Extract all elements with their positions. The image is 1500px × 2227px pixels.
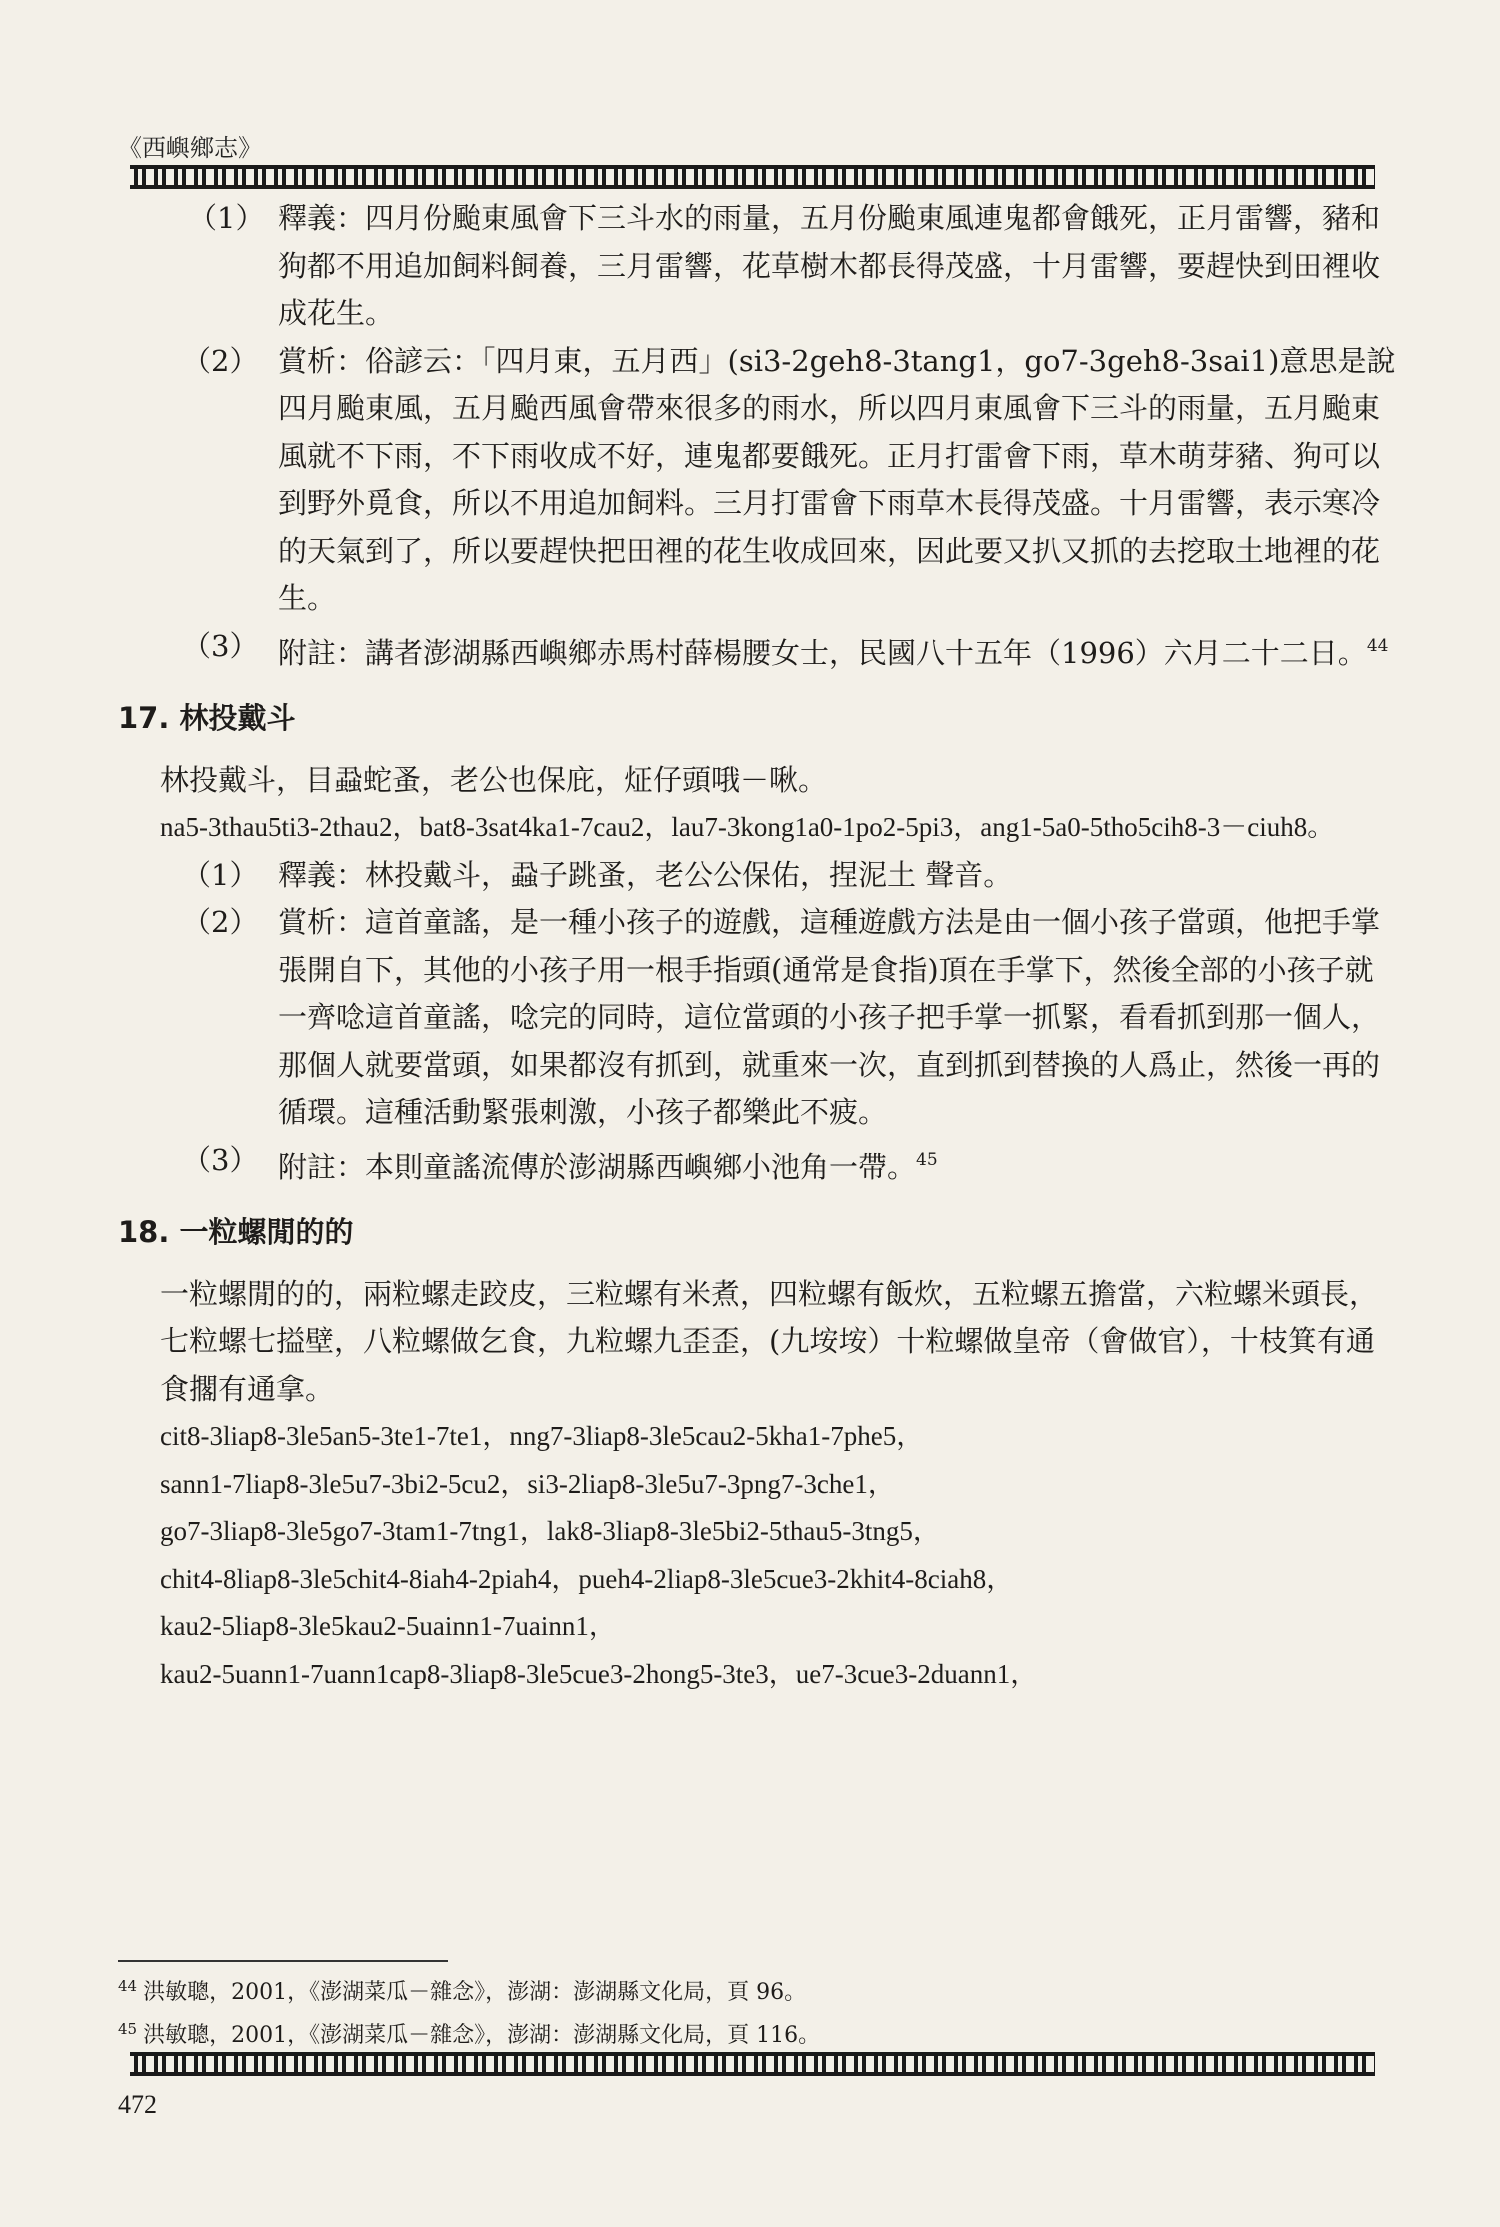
top-decorative-border: [130, 165, 1375, 189]
item-number: （2）: [182, 343, 259, 378]
item-text: 釋義：四月份颱東風會下三斗水的雨量，五月份颱東風連鬼都會餓死，正月雷響，豬和狗都不用追加飼料飼養，三月雷響，花草樹木都長得茂盛，十月雷響，要趕快到田裡收成花生。: [278, 201, 1381, 330]
footnote-text: 洪敏聰，2001，《澎湖菜瓜－雜念》，澎湖：澎湖縣文化局，頁 96。: [143, 1980, 807, 2005]
item-text: 賞析：這首童謠，是一種小孩子的遊戲，這種遊戲方法是由一個小孩子當頭，他把手掌張開自下，其他的小孩子用一根手指頭(通常是食指)頂在手掌下，然後全部的小孩子就一齊唸這首童謠，唸完的同時，這位當頭的小孩子把手掌一抓緊，看看抓到那一個人，那個人就要當頭，如果都沒有抓到，就重來一次，直到抓到替換的人爲止，然後一再的循環。這種活動緊張刺激，小孩子都樂此不疲。: [278, 905, 1381, 1129]
item-number: （3）: [182, 628, 259, 663]
running-header: 《西嶼鄉志》: [118, 134, 262, 162]
entry17-verse: 林投戴斗，目蝨蛇蚤，老公也保庇，炡仔頭哦－啾。: [160, 762, 828, 797]
entry18-romanization: [118, 1413, 1398, 1698]
entry17-note-1: [118, 852, 1398, 900]
footnote-divider: [118, 1960, 448, 1962]
item-text: 賞析：俗諺云：「四月東，五月西」(si3-2geh8-3tang1，go7-3geh8-3sai1)意思是說四月颱東風，五月颱西風會帶來很多的雨水，所以四月東風會下三斗的雨量，五月颱東風就不下雨，不下雨收成不好，連鬼都要餓死。正月打雷會下雨，草木萌芽豬、狗可以到野外覓食，所以不用追加飼料。三月打雷會下雨草木長得茂盛。十月雷響，表示寒冷的天氣到了，所以要趕快把田裡的花生收成回來，因此要又扒又抓的去挖取土地裡的花生。: [278, 343, 1396, 615]
item-text: 釋義：林投戴斗，蝨子跳蚤，老公公保佑，捏泥土 聲音。: [278, 857, 1013, 892]
footnote-ref-45[interactable]: 45: [916, 1149, 938, 1170]
item-number: （3）: [182, 1142, 259, 1177]
item-text: 附註：本則童謠流傳於澎湖縣西嶼鄉小池角一帶。: [278, 1149, 917, 1184]
romanization-line: chit4-8liap8-3le5chit4-8iah4-2piah4，pueh4-2liap8-3le5cue3-2khit4-8ciah8，: [160, 1563, 1014, 1594]
footnote-text: 洪敏聰，2001，《澎湖菜瓜－雜念》，澎湖：澎湖縣文化局，頁 116。: [143, 2023, 821, 2048]
item-number: （1）: [188, 201, 265, 235]
footnote-mark: 44: [118, 1977, 138, 1995]
romanization-line: kau2-5uann1-7uann1cap8-3liap8-3le5cue3-2hong5-3te3，ue7-3cue3-2duann1，: [160, 1658, 1038, 1689]
entry16-note-3: [118, 623, 1398, 678]
footnote-45: [118, 2011, 820, 2054]
footnote-mark: 45: [118, 2020, 138, 2038]
bottom-decorative-border: [130, 2052, 1375, 2076]
item-number: （1）: [182, 857, 259, 892]
entry17-heading: 17. 林投戴斗: [118, 701, 296, 735]
footnotes: [118, 1968, 820, 2054]
page-number: 472: [118, 2090, 157, 2119]
entry16-note-2: [118, 338, 1398, 623]
entry18-verse: 一粒螺閒的的，兩粒螺走跤皮，三粒螺有米煮，四粒螺有飯炊，五粒螺五擔當，六粒螺米頭長，七粒螺七搤壁，八粒螺做乞食，九粒螺九歪歪，(九垵垵）十粒螺做皇帝（會做官），十枝箕有通食擱有通拿。: [160, 1276, 1379, 1406]
romanization-line: go7-3liap8-3le5go7-3tam1-7tng1，lak8-3liap8-3le5bi2-5thau5-3tng5，: [160, 1516, 940, 1546]
item-number: （2）: [182, 905, 259, 939]
footnote-ref-44[interactable]: 44: [1366, 635, 1389, 656]
item-text: 附註：講者澎湖縣西嶼鄉赤馬村薛楊腰女士，民國八十五年（1996）六月二十二日。: [278, 635, 1367, 670]
romanization-line: kau2-5liap8-3le5kau2-5uainn1-7uainn1，: [160, 1611, 616, 1641]
footnote-44: [118, 1968, 820, 2011]
romanization-line: sann1-7liap8-3le5u7-3bi2-5cu2，si3-2liap8-3le5u7-3png7-3che1，: [160, 1468, 895, 1499]
main-text: [118, 195, 1398, 1698]
entry16-note-1: [118, 195, 1398, 338]
romanization-line: cit8-3liap8-3le5an5-3te1-7te1，nng7-3liap8-3le5cau2-5kha1-7phe5，: [160, 1421, 924, 1451]
entry17-note-2: [118, 899, 1398, 1137]
entry17-note-3: [118, 1137, 1398, 1192]
entry17-romanization: na5-3thau5ti3-2thau2，bat8-3sat4ka1-7cau2，lau7-3kong1a0-1po2-5pi3，ang1-5a0-5tho5cih8-3－ciuh8。: [160, 812, 1335, 842]
entry18-heading: 18. 一粒螺閒的的: [118, 1215, 354, 1249]
